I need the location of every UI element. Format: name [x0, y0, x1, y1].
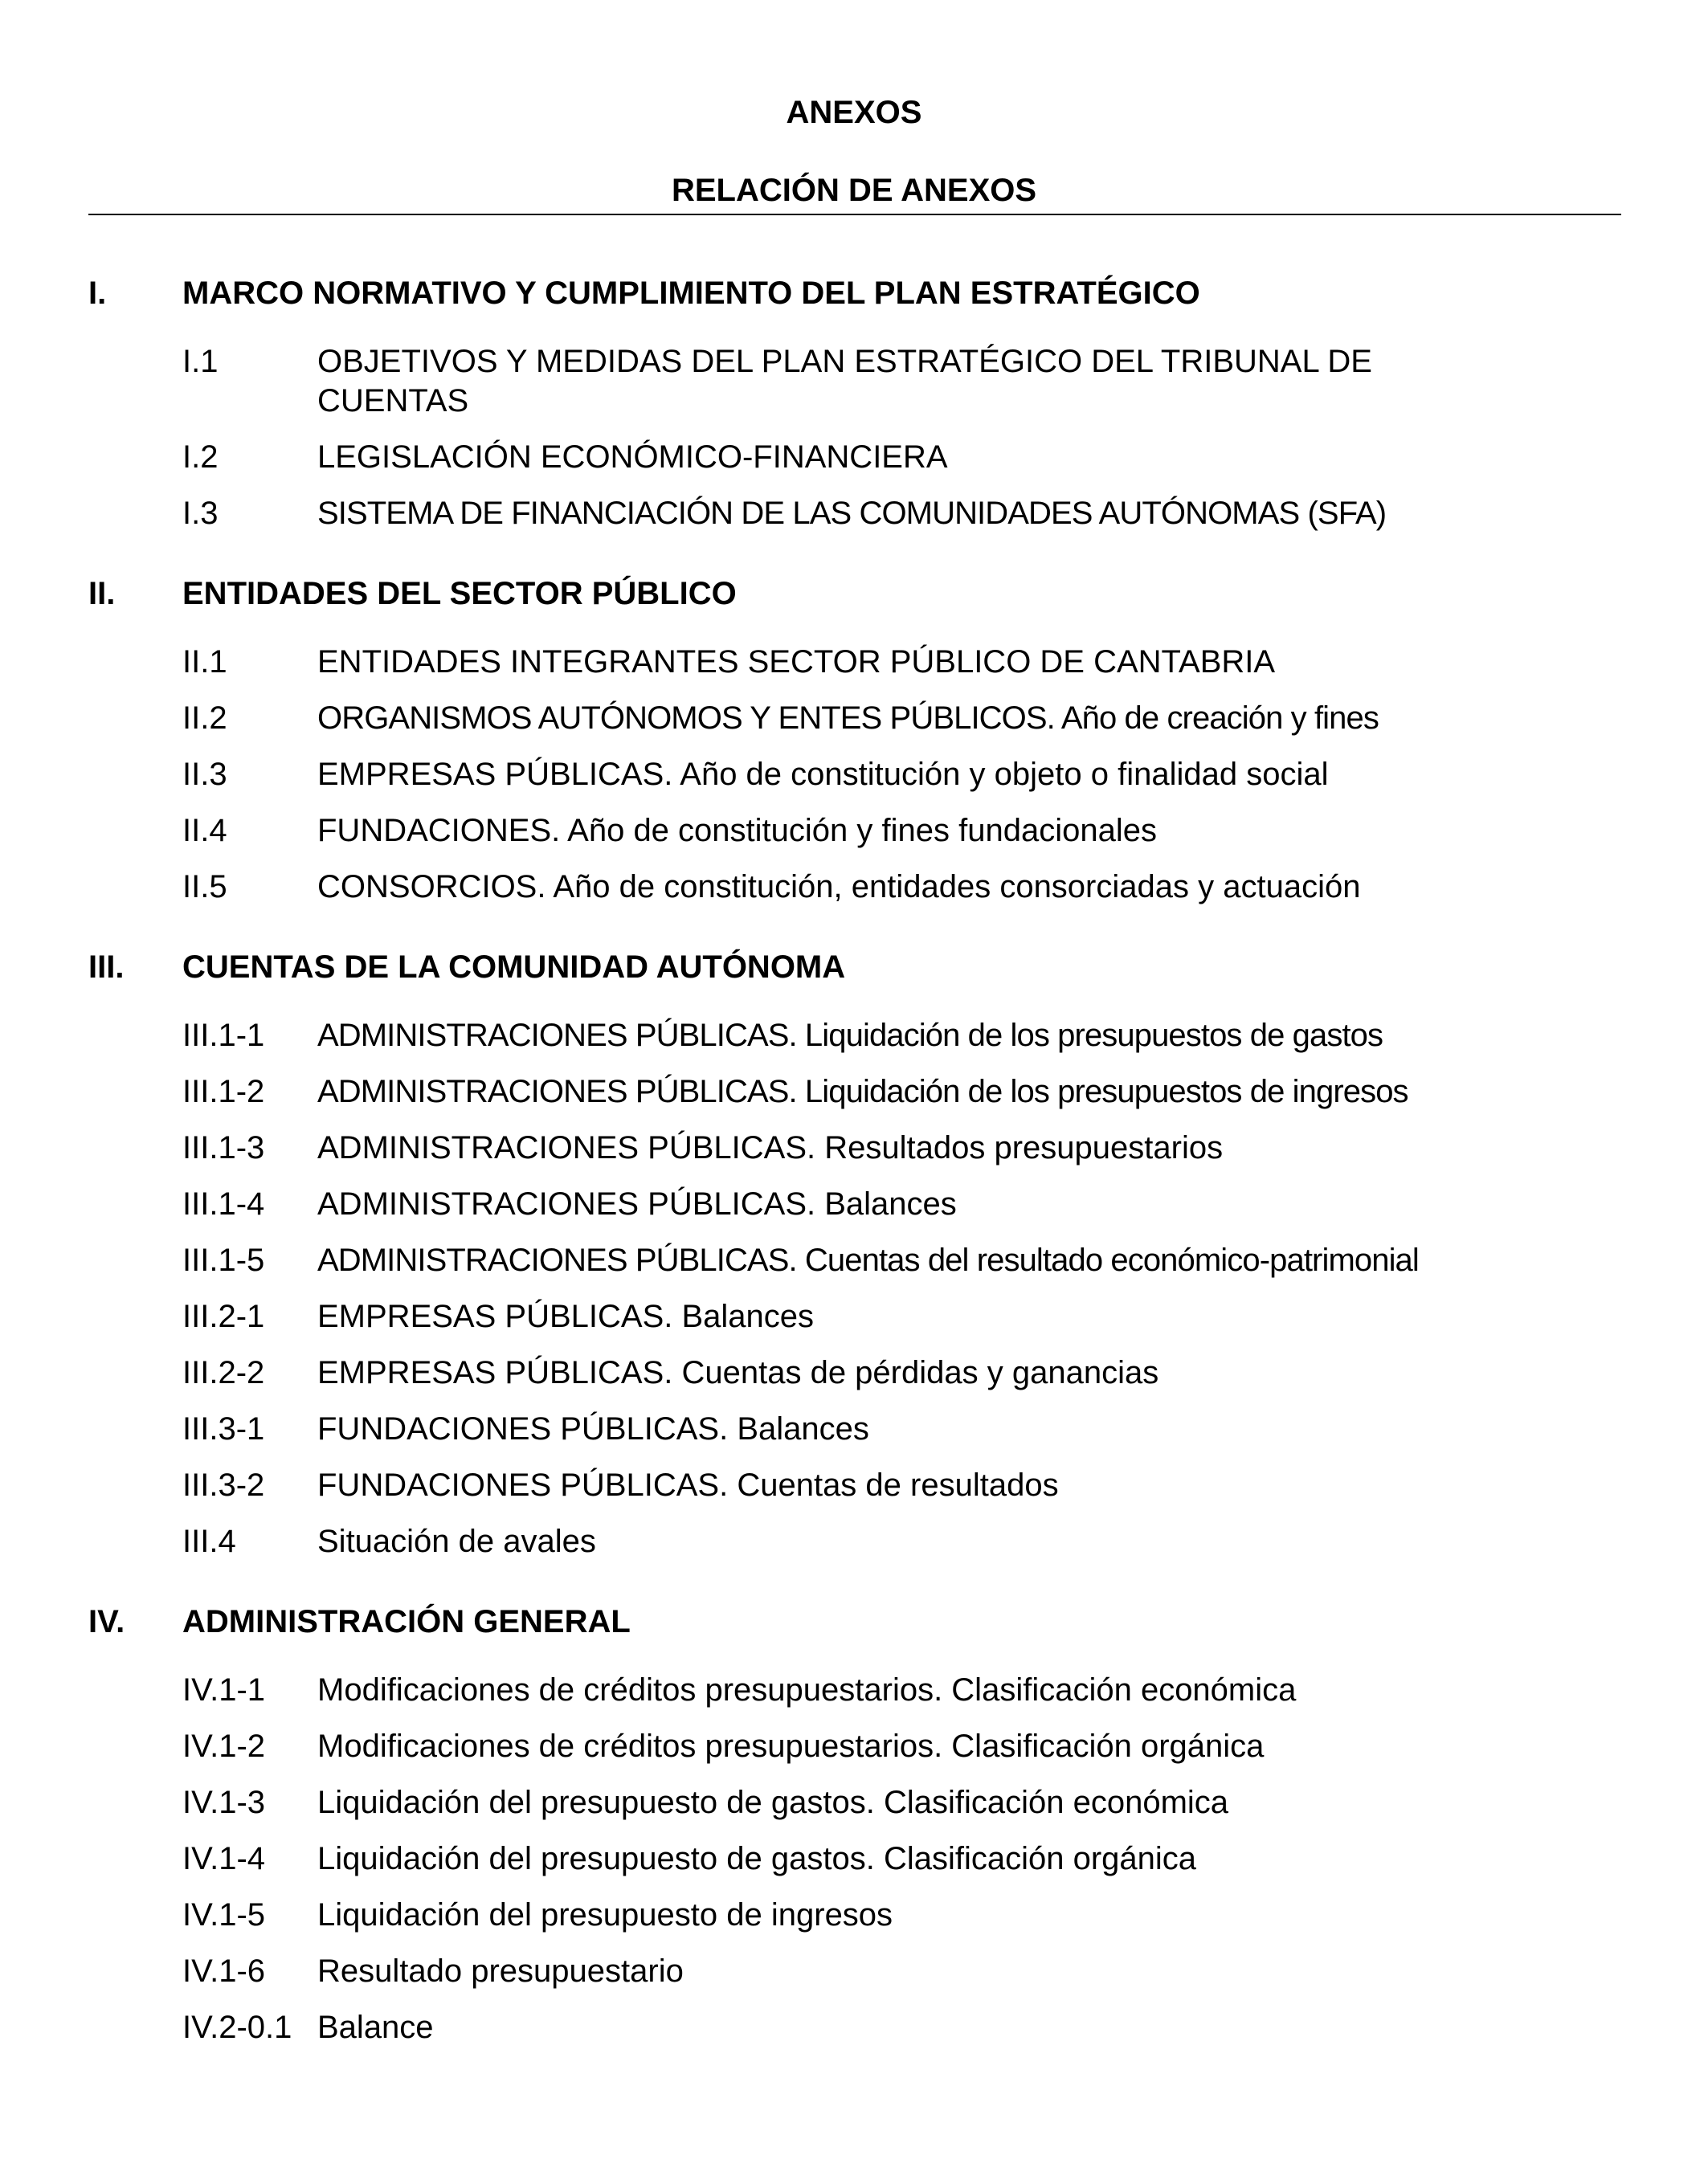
annex-item	[88, 494, 1621, 533]
annex-code: IV.1-1	[182, 1672, 266, 1708]
section-heading	[88, 572, 1621, 615]
section-ii	[88, 572, 1621, 907]
annex-item	[88, 1896, 1621, 1935]
annex-title: EMPRESAS PÚBLICAS. Año de constitución y objeto o finalidad social	[317, 757, 1329, 792]
annex-title: LEGISLACIÓN ECONÓMICO-FINANCIERA	[317, 439, 948, 475]
annex-code: II.4	[182, 813, 227, 848]
section-title: MARCO NORMATIVO Y CUMPLIMIENTO DEL PLAN ESTRATÉGICO	[182, 276, 1200, 311]
annex-item	[88, 438, 1621, 477]
annex-code: III.2-2	[182, 1355, 265, 1390]
annex-code: II.2	[182, 700, 227, 736]
section-number: II.	[88, 576, 116, 611]
annex-title: Liquidación del presupuesto de gastos. Clasificación económica	[317, 1785, 1229, 1820]
annex-item	[88, 1297, 1621, 1337]
annex-item	[88, 643, 1621, 682]
annex-title: ADMINISTRACIONES PÚBLICAS. Cuentas del resultado económico-patrimonial	[317, 1243, 1419, 1278]
annex-code: I.2	[182, 439, 219, 475]
annex-item	[88, 867, 1621, 907]
annex-code: IV.2-0.1	[182, 2010, 292, 2045]
annex-item	[88, 1522, 1621, 1561]
annex-code: I.3	[182, 496, 219, 531]
annex-title: EMPRESAS PÚBLICAS. Cuentas de pérdidas y ganancias	[317, 1355, 1159, 1390]
annex-item	[88, 1016, 1621, 1055]
annex-title: Modificaciones de créditos presupuestarios. Clasificación orgánica	[317, 1729, 1265, 1764]
annex-code: III.3-2	[182, 1468, 265, 1503]
annex-list	[88, 271, 1621, 2086]
annex-code: IV.1-4	[182, 1841, 266, 1876]
section-heading	[88, 945, 1621, 989]
annex-code: IV.1-3	[182, 1785, 266, 1820]
annex-code: III.4	[182, 1524, 236, 1559]
annex-title: FUNDACIONES PÚBLICAS. Balances	[317, 1411, 869, 1447]
annex-title: ADMINISTRACIONES PÚBLICAS. Resultados presupuestarios	[317, 1130, 1224, 1165]
section-heading	[88, 271, 1621, 315]
annex-item	[88, 2008, 1621, 2047]
annex-code: II.1	[182, 644, 227, 680]
annex-code: III.1-3	[182, 1130, 265, 1165]
annex-code: II.3	[182, 757, 227, 792]
document-title: ANEXOS	[786, 95, 922, 130]
section-i	[88, 271, 1621, 533]
annex-item	[88, 811, 1621, 851]
annex-title: FUNDACIONES. Año de constitución y fines fundacionales	[317, 813, 1157, 848]
annex-title: SISTEMA DE FINANCIACIÓN DE LAS COMUNIDADES AUTÓNOMAS (SFA)	[317, 496, 1387, 531]
annex-code: II.5	[182, 869, 227, 904]
annex-item	[88, 699, 1621, 738]
annex-code: IV.1-2	[182, 1729, 266, 1764]
annex-code: III.1-2	[182, 1074, 265, 1109]
annex-item	[88, 1129, 1621, 1168]
section-number: I.	[88, 276, 107, 311]
annex-title: CONSORCIOS. Año de constitución, entidades consorciadas y actuación	[317, 869, 1361, 904]
annex-code: III.1-5	[182, 1243, 265, 1278]
section-iv	[88, 1600, 1621, 2047]
annex-title: ADMINISTRACIONES PÚBLICAS. Liquidación de los presupuestos de gastos	[317, 1018, 1383, 1053]
annex-code: III.1-1	[182, 1018, 265, 1053]
annex-item	[88, 1072, 1621, 1112]
annex-title: ENTIDADES INTEGRANTES SECTOR PÚBLICO DE CANTABRIA	[317, 644, 1276, 680]
annex-title: ORGANISMOS AUTÓNOMOS Y ENTES PÚBLICOS. Año de creación y fines	[317, 700, 1379, 736]
annex-title: Balance	[317, 2010, 434, 2045]
title-underline-divider	[88, 214, 1621, 215]
annex-title: Liquidación del presupuesto de gastos. Clasificación orgánica	[317, 1841, 1197, 1876]
annex-title: ADMINISTRACIONES PÚBLICAS. Liquidación de los presupuestos de ingresos	[317, 1074, 1408, 1109]
annex-item	[88, 1466, 1621, 1505]
annex-code: I.1	[182, 344, 219, 379]
annex-code: IV.1-6	[182, 1953, 266, 1989]
annex-title: Situación de avales	[317, 1524, 596, 1559]
annex-title: Modificaciones de créditos presupuestarios. Clasificación económica	[317, 1672, 1297, 1708]
annex-item	[88, 1839, 1621, 1879]
annex-item	[88, 342, 1621, 421]
section-iii	[88, 945, 1621, 1561]
annex-item	[88, 1241, 1621, 1280]
annex-title: ADMINISTRACIONES PÚBLICAS. Balances	[317, 1186, 957, 1222]
annex-item	[88, 1952, 1621, 1991]
annex-item	[88, 1410, 1621, 1449]
section-title: CUENTAS DE LA COMUNIDAD AUTÓNOMA	[182, 949, 846, 985]
annex-title: OBJETIVOS Y MEDIDAS DEL PLAN ESTRATÉGICO DEL TRIBUNAL DE CUENTAS	[317, 344, 1372, 418]
annex-item	[88, 1671, 1621, 1710]
annex-title: Resultado presupuestario	[317, 1953, 684, 1989]
section-heading	[88, 1600, 1621, 1643]
annex-code: III.3-1	[182, 1411, 265, 1447]
annex-item	[88, 1783, 1621, 1823]
annex-title: Liquidación del presupuesto de ingresos	[317, 1897, 893, 1933]
section-title: ENTIDADES DEL SECTOR PÚBLICO	[182, 576, 737, 611]
annex-item	[88, 1353, 1621, 1393]
annex-item	[88, 1185, 1621, 1224]
document-subtitle: RELACIÓN DE ANEXOS	[671, 173, 1037, 208]
section-number: IV.	[88, 1604, 125, 1639]
annex-title: EMPRESAS PÚBLICAS. Balances	[317, 1299, 815, 1334]
annex-code: III.2-1	[182, 1299, 265, 1334]
section-title: ADMINISTRACIÓN GENERAL	[182, 1604, 631, 1639]
annex-code: III.1-4	[182, 1186, 265, 1222]
annex-code: IV.1-5	[182, 1897, 266, 1933]
annex-item	[88, 755, 1621, 794]
annex-item	[88, 1727, 1621, 1766]
section-number: III.	[88, 949, 125, 985]
annex-title: FUNDACIONES PÚBLICAS. Cuentas de resultados	[317, 1468, 1059, 1503]
